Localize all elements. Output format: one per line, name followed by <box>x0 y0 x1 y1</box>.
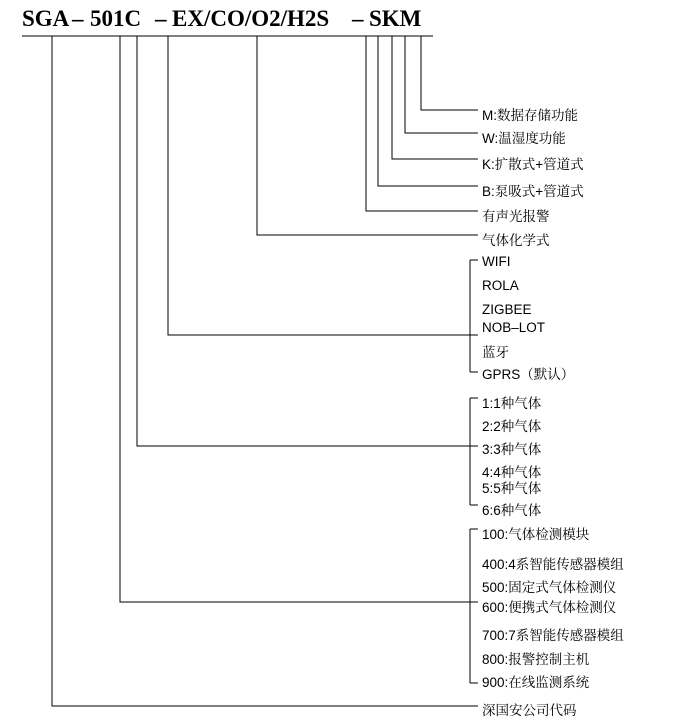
label-m-data-storage: M:数据存储功能 <box>482 108 578 123</box>
label-comm-wifi: WIFI <box>482 254 511 269</box>
label-comm-gprs-default: GPRS（默认） <box>482 367 575 382</box>
code-part-6: SKM <box>369 6 422 31</box>
label-comm-rola: ROLA <box>482 278 519 293</box>
label-comm-zigbee: ZIGBEE <box>482 302 532 317</box>
label-series-800: 800:报警控制主机 <box>482 652 590 667</box>
label-company-code: 深国安公司代码 <box>482 703 577 718</box>
label-b-pump-pipeline: B:泵吸式+管道式 <box>482 184 584 199</box>
label-gas-count-5: 5:5种气体 <box>482 481 542 496</box>
code-dash-5: – <box>352 6 364 31</box>
label-w-temp-humidity: W:温湿度功能 <box>482 131 566 146</box>
code-part-4: EX/CO/O2/H2S <box>172 6 330 31</box>
label-gas-count-1: 1:1种气体 <box>482 396 542 411</box>
label-series-500: 500:固定式气体检测仪 <box>482 580 617 595</box>
label-gas-chemistry-type: 气体化学式 <box>482 233 550 248</box>
label-gas-count-2: 2:2种气体 <box>482 419 542 434</box>
label-k-diffusion-pipeline: K:扩散式+管道式 <box>482 157 584 172</box>
label-series-900: 900:在线监测系统 <box>482 675 590 690</box>
label-comm-bluetooth: 蓝牙 <box>482 345 509 360</box>
label-gas-count-6: 6:6种气体 <box>482 503 542 518</box>
label-gas-count-3: 3:3种气体 <box>482 442 542 457</box>
label-series-600: 600:便携式气体检测仪 <box>482 600 617 615</box>
code-part-0: SGA <box>22 6 70 31</box>
label-comm-nob-lot: NOB–LOT <box>482 320 546 335</box>
label-series-700: 700:7系智能传感器模组 <box>482 628 624 643</box>
label-gas-count-4: 4:4种气体 <box>482 465 542 480</box>
code-part-2: 501C <box>90 6 142 31</box>
label-audible-visual-alarm: 有声光报警 <box>482 209 550 224</box>
label-series-100: 100:气体检测模块 <box>482 527 590 542</box>
label-series-400: 400:4系智能传感器模组 <box>482 557 624 572</box>
code-dash-3: – <box>155 6 167 31</box>
code-dash-1: – <box>72 6 84 31</box>
